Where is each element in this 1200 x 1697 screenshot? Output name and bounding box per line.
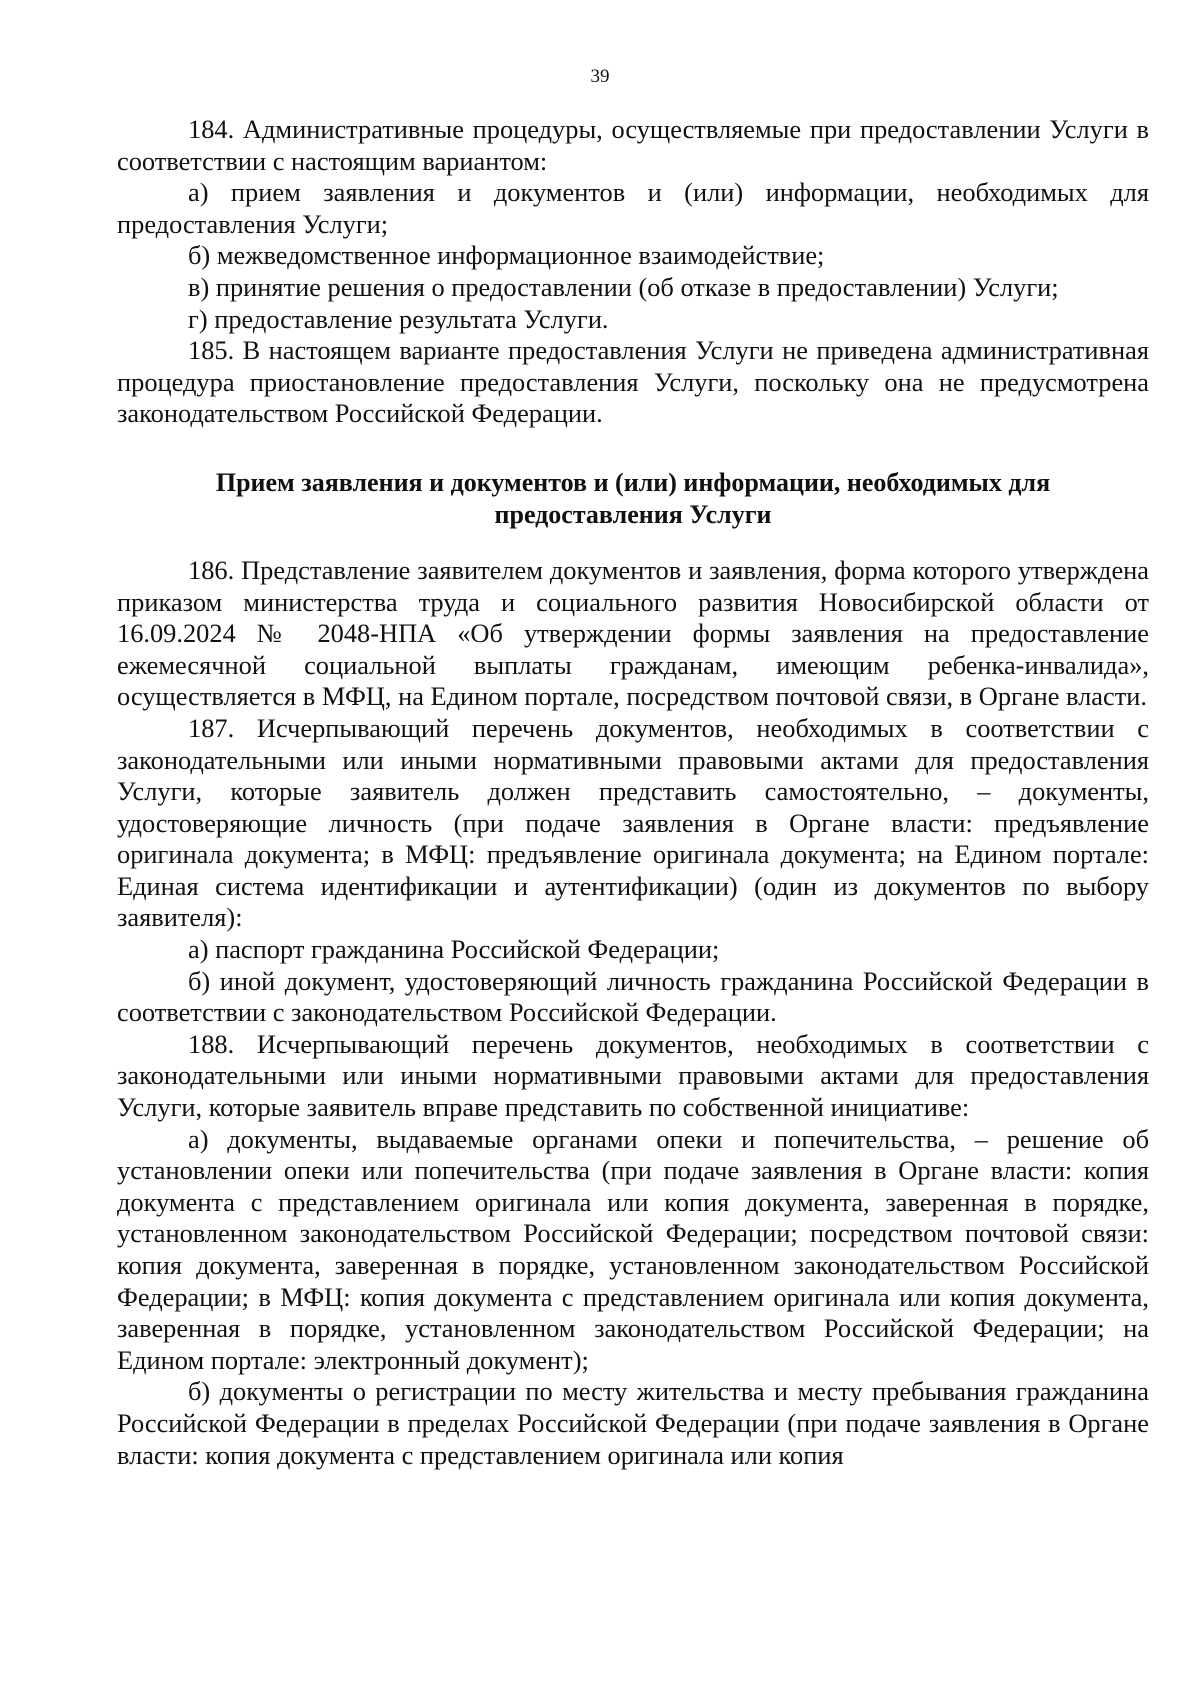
document-body [117, 114, 1149, 1471]
list-item-b-registration: б) документы о регистрации по месту жительства и месту пребывания гражданина Российской Федерации в пределах Российской Федерации (при подаче заявления в Органе власти: копия документа с представлением оригинала или копия [117, 1376, 1149, 1470]
paragraph-187: 187. Исчерпывающий перечень документов, необходимых в соответствии с законодательными или иными нормативными правовыми актами для предоставления Услуги, которые заявитель должен представить самостоятельно, – документы, удостоверяющие личность (при подаче заявления в Органе власти: предъявление оригинала документа; в МФЦ: предъявление оригинала документа; на Едином портале: Единая система идентификации и аутентификации) (один из документов по выбору заявителя): [117, 712, 1149, 933]
section-heading [117, 467, 1149, 531]
list-item-a-guardianship: а) документы, выдаваемые органами опеки и попечительства, – решение об установлении опеки или попечительства (при подаче заявления в Органе власти: копия документа с представлением оригинала или копия документа, заверенная в порядке, установленном законодательством Российской Федерации; посредством почтовой связи: копия документа, заверенная в порядке, установленном законодательством Российской Федерации; в МФЦ: копия документа с представлением оригинала или копия документа, заверенная в порядке, установленном законодательством Российской Федерации; на Едином портале: электронный документ); [117, 1123, 1149, 1375]
section-heading-line-2: предоставления Услуги [494, 499, 772, 529]
list-item-a-passport: а) паспорт гражданина Российской Федерации; [188, 934, 720, 965]
list-item-v: в) принятие решения о предоставлении (об отказе в предоставлении) Услуги; [188, 271, 1059, 302]
list-item-b: б) межведомственное информационное взаимодействие; [188, 240, 825, 271]
paragraph-184: 184. Административные процедуры, осуществляемые при предоставлении Услуги в соответствии с настоящим вариантом: [117, 114, 1149, 176]
page-number: 39 [590, 66, 610, 87]
paragraph-186: 186. Представление заявителем документов и заявления, форма которого утверждена приказом министерства труда и социального развития Новосибирской области от 16.09.2024 № 2048-НПА «Об утверждении формы заявления на предоставление ежемесячной социальной выплаты гражданам, имеющим ребенка-инвалида», осуществляется в МФЦ, на Едином портале, посредством почтовой связи, в Органе власти. [117, 554, 1149, 712]
list-item-a: а) прием заявления и документов и (или) информации, необходимых для предоставления Услуги; [117, 177, 1149, 239]
paragraph-185: 185. В настоящем варианте предоставления Услуги не приведена административная процедура приостановление предоставления Услуги, поскольку она не предусмотрена законодательством Российской Федерации. [117, 335, 1149, 429]
list-item-g: г) предоставление результата Услуги. [188, 303, 609, 334]
list-item-b-other-id: б) иной документ, удостоверяющий личность гражданина Российской Федерации в соответствии с законодательством Российской Федерации. [117, 965, 1149, 1028]
paragraph-188: 188. Исчерпывающий перечень документов, необходимых в соответствии с законодательными или иными нормативными правовыми актами для предоставления Услуги, которые заявитель вправе представить по собственной инициативе: [117, 1028, 1149, 1123]
section-heading-line-1: Прием заявления и документов и (или) информации, необходимых для [215, 467, 1051, 497]
